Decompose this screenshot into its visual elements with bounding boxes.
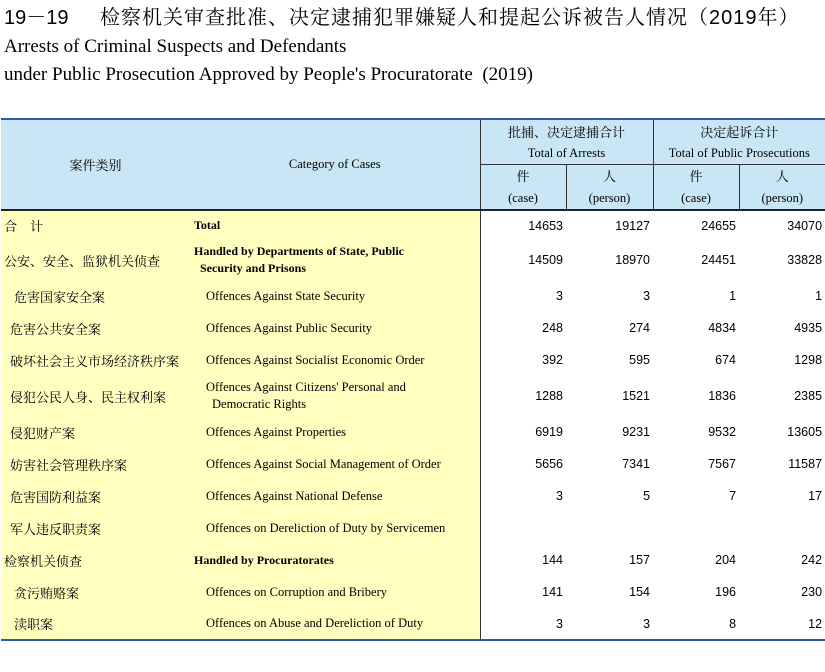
header-prosecution-person-unit-en: (person) <box>739 187 825 210</box>
category-name-zh: 侵犯公民人身、民主权利案 <box>1 376 190 416</box>
prosecution-persons-value: 230 <box>801 585 823 599</box>
arrests-cases-value: 3 <box>480 480 566 512</box>
table-row <box>1 280 825 312</box>
category-name-en <box>190 344 480 376</box>
header-prosecutions-total-zh: 决定起诉合计 <box>653 119 825 143</box>
category-name-en <box>190 240 480 280</box>
category-name-en <box>190 416 480 448</box>
header-prosecution-case-unit-zh: 件 <box>653 164 739 187</box>
prosecution-persons-value: 11587 <box>788 457 823 471</box>
header-row <box>1 119 825 143</box>
prosecution-cases-value: 24655 <box>701 218 737 233</box>
category-name-en <box>190 576 480 608</box>
prosecution-cases-value: 24451 <box>701 253 737 267</box>
table-title-en-line1: Arrests of Criminal Suspects and Defendants <box>4 36 347 57</box>
prosecution-cases-value <box>653 512 739 544</box>
header-arrests-case-unit-zh: 件 <box>480 164 566 187</box>
arrests-persons-value: 274 <box>629 321 651 335</box>
category-name-zh: 渎职案 <box>1 608 190 640</box>
statistics-table <box>1 118 825 641</box>
prosecution-persons-value: 4935 <box>794 321 823 335</box>
header-prosecution-person-unit-zh: 人 <box>739 164 825 187</box>
prosecution-cases-value: 8 <box>729 616 737 631</box>
arrests-persons-value: 1521 <box>622 389 651 403</box>
arrests-cases-value: 144 <box>480 544 566 576</box>
arrests-cases-value: 3 <box>480 608 566 640</box>
table-title-zh <box>4 6 822 30</box>
table-row <box>1 608 825 640</box>
table-number: 19－19 <box>4 7 69 29</box>
table-row <box>1 480 825 512</box>
category-name-zh: 危害国防利益案 <box>1 480 190 512</box>
prosecution-persons-value: 17 <box>808 489 823 503</box>
category-name-en-line: Offences on Corruption and Bribery <box>206 584 387 599</box>
category-name-en <box>190 280 480 312</box>
table-row <box>1 376 825 416</box>
category-name-en-line: Offences Against Social Management of Order <box>206 456 441 471</box>
category-name-en-line: Offences on Dereliction of Duty by Servicemen <box>206 520 446 535</box>
category-name-en-line: Offences Against Public Security <box>206 320 373 335</box>
category-name-en-line: Offences Against Socialist Economic Order <box>206 352 425 367</box>
header-arrests-person-unit-zh: 人 <box>566 164 653 187</box>
prosecution-cases-value: 7 <box>729 489 737 503</box>
category-name-en <box>190 544 480 576</box>
prosecution-cases-value: 9532 <box>708 425 737 439</box>
category-name-en-line: Offences Against State Security <box>206 288 366 303</box>
header-arrests-person-unit-en: (person) <box>566 187 653 210</box>
category-name-en-line: Offences Against Citizens' Personal and <box>206 380 406 394</box>
table-row <box>1 240 825 280</box>
category-name-zh: 妨害社会管理秩序案 <box>1 448 190 480</box>
arrests-persons-value: 154 <box>629 585 651 599</box>
category-name-zh: 公安、安全、监狱机关侦查 <box>1 240 190 280</box>
prosecution-persons-value: 1 <box>815 289 823 303</box>
header-arrests-total-en: Total of Arrests <box>480 143 653 164</box>
category-name-en-line: Offences Against Properties <box>206 424 347 439</box>
table-header <box>1 119 825 210</box>
category-name-zh: 危害公共安全案 <box>1 312 190 344</box>
arrests-persons-value: 3 <box>643 616 651 631</box>
arrests-persons-value: 595 <box>629 353 651 367</box>
prosecution-cases-value: 204 <box>715 553 737 567</box>
arrests-persons-value: 3 <box>643 289 651 303</box>
prosecution-cases-value: 7567 <box>708 457 737 471</box>
header-prosecution-case-unit-en: (case) <box>653 187 739 210</box>
table-title-en-line2: under Public Prosecution Approved by People's Procuratorate (2019) <box>4 64 533 85</box>
table-row <box>1 312 825 344</box>
table-body <box>1 210 825 640</box>
category-name-en <box>190 312 480 344</box>
category-name-en <box>190 448 480 480</box>
category-name-zh: 破坏社会主义市场经济秩序案 <box>1 344 190 376</box>
arrests-cases-value: 141 <box>480 576 566 608</box>
prosecution-persons-value: 242 <box>801 553 823 567</box>
prosecution-cases-value: 196 <box>715 585 737 599</box>
prosecution-persons-value <box>739 512 825 544</box>
prosecution-cases-value: 4834 <box>708 321 737 335</box>
category-name-zh: 贪污贿赂案 <box>1 576 190 608</box>
category-name-en <box>190 512 480 544</box>
prosecution-persons-value: 1298 <box>794 353 823 367</box>
table-row <box>1 448 825 480</box>
category-name-en-line: Democratic Rights <box>212 397 307 411</box>
header-arrests-total-zh: 批捕、决定逮捕合计 <box>480 119 653 143</box>
category-name-zh: 侵犯财产案 <box>1 416 190 448</box>
prosecution-persons-value: 2385 <box>794 389 823 403</box>
arrests-persons-value: 7341 <box>622 457 651 471</box>
prosecution-persons-value: 13605 <box>787 425 823 439</box>
arrests-cases-value: 14509 <box>480 240 566 280</box>
category-name-zh: 危害国家安全案 <box>1 280 190 312</box>
arrests-cases-value: 1288 <box>480 376 566 416</box>
arrests-persons-value: 9231 <box>622 425 651 439</box>
arrests-cases-value: 3 <box>480 280 566 312</box>
category-name-zh: 检察机关侦查 <box>1 544 190 576</box>
category-name-en-line: Total <box>194 218 221 232</box>
category-name-en <box>190 480 480 512</box>
category-name-en-line: Handled by Procuratorates <box>194 552 334 567</box>
arrests-persons-value: 5 <box>643 489 651 503</box>
arrests-cases-value <box>480 512 566 544</box>
prosecution-persons-value: 12 <box>808 616 823 631</box>
category-name-zh: 合 计 <box>1 210 190 240</box>
table-title-text-zh: 检察机关审查批准、决定逮捕犯罪嫌疑人和提起公诉被告人情况（2019年） <box>100 7 800 29</box>
arrests-persons-value <box>566 512 653 544</box>
table-row <box>1 576 825 608</box>
arrests-persons-value: 19127 <box>615 218 651 233</box>
arrests-cases-value: 5656 <box>480 448 566 480</box>
category-name-zh: 军人违反职责案 <box>1 512 190 544</box>
header-prosecutions-total-en: Total of Public Prosecutions <box>653 143 825 164</box>
category-name-en-line: Offences Against National Defense <box>206 488 383 503</box>
arrests-cases-value: 248 <box>480 312 566 344</box>
arrests-persons-value: 157 <box>629 553 651 567</box>
category-name-en <box>190 210 480 240</box>
category-name-en-line: Security and Prisons <box>200 261 307 275</box>
prosecution-cases-value: 674 <box>715 353 737 367</box>
arrests-cases-value: 6919 <box>480 416 566 448</box>
arrests-persons-value: 18970 <box>615 253 651 267</box>
category-name-en <box>190 608 480 640</box>
table-row <box>1 512 825 544</box>
category-name-en-line: Handled by Departments of State, Public <box>194 244 404 258</box>
arrests-cases-value: 392 <box>480 344 566 376</box>
prosecution-persons-value: 34070 <box>787 218 823 233</box>
table-row <box>1 344 825 376</box>
prosecution-persons-value: 33828 <box>787 253 823 267</box>
table-row <box>1 416 825 448</box>
header-arrests-case-unit-en: (case) <box>480 187 566 210</box>
category-name-en <box>190 376 480 416</box>
prosecution-cases-value: 1836 <box>708 389 737 403</box>
header-category-en: Category of Cases <box>190 119 480 210</box>
arrests-cases-value: 14653 <box>480 210 566 240</box>
prosecution-cases-value: 1 <box>729 289 737 303</box>
category-name-en-line: Offences on Abuse and Dereliction of Duty <box>206 616 424 630</box>
table-row <box>1 210 825 240</box>
header-category-zh: 案件类别 <box>1 119 190 210</box>
table-row <box>1 544 825 576</box>
